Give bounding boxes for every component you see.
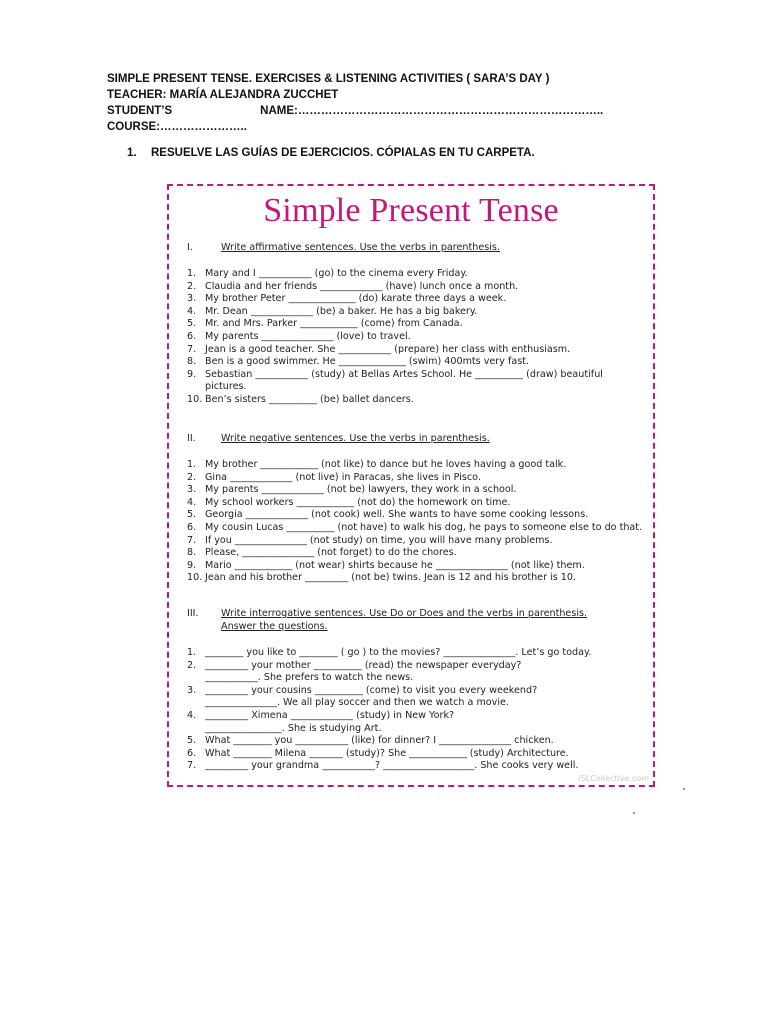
exercise-item: [187, 306, 647, 319]
exercise-item: [187, 710, 647, 723]
item-number: 6.: [187, 521, 197, 533]
watermark: iSLCollective.com: [578, 774, 649, 783]
item-number: 7.: [187, 534, 197, 546]
item-continuation: ___________. She prefers to watch the news.: [205, 672, 414, 684]
item-number: 6.: [187, 330, 197, 342]
item-number: 7.: [187, 760, 197, 772]
item-text: _________ your mother __________ (read) the newspaper everyday?: [205, 659, 522, 671]
item-number: 7.: [187, 343, 197, 355]
item-number: 10.: [187, 572, 203, 584]
section-heading: [187, 241, 647, 254]
item-text: Mario ____________ (not wear) shirts because he _______________ (not like) them.: [205, 559, 585, 571]
item-number: 3.: [187, 684, 197, 696]
section-heading: [187, 607, 647, 620]
section-interrogative: [187, 607, 647, 773]
item-number: 10.: [187, 393, 203, 405]
exercise-item: [187, 660, 647, 673]
worksheet-frame: [167, 184, 655, 787]
item-text: My school workers ____________ (not do) the homework on time.: [205, 496, 511, 508]
section-number: I.: [187, 242, 193, 253]
stray-mark: [683, 788, 685, 790]
exercise-item: [187, 560, 647, 573]
item-text: Jean and his brother _________ (not be) twins. Jean is 12 and his brother is 10.: [205, 572, 577, 584]
exercise-item: [187, 748, 647, 761]
instruction: [127, 147, 535, 159]
stray-mark: [633, 812, 635, 814]
exercise-item: [187, 547, 647, 560]
section-number: II.: [187, 433, 196, 444]
item-text: Ben’s sisters __________ (be) ballet dancers.: [205, 393, 414, 405]
item-text: Gina _____________ (not live) in Paracas, she lives in Pisco.: [205, 471, 481, 483]
item-number: 5.: [187, 509, 197, 521]
item-text: My parents _____________ (not be) lawyers, they work in a school.: [205, 484, 517, 496]
header-title: SIMPLE PRESENT TENSE. EXERCISES & LISTENING ACTIVITIES ( SARA’S DAY ): [107, 73, 550, 85]
item-text: Please, _______________ (not forget) to do the chores.: [205, 547, 457, 559]
item-number: 9.: [187, 559, 197, 571]
item-text: _________ Ximena _____________ (study) in New York?: [205, 709, 455, 721]
item-number: 6.: [187, 747, 197, 759]
item-number: 4.: [187, 496, 197, 508]
section-number: III.: [187, 608, 199, 619]
header-student: [107, 103, 707, 119]
item-text: Georgia _____________ (not cook) well. She wants to have some cooking lessons.: [205, 509, 589, 521]
item-number: 2.: [187, 280, 197, 292]
item-text: My parents _______________ (love) to travel.: [205, 330, 411, 342]
section-instruction: Write negative sentences. Use the verbs in parenthesis.: [221, 433, 490, 444]
exercise-item: [187, 685, 647, 698]
item-number: 3.: [187, 293, 197, 305]
item-continuation: pictures.: [205, 381, 247, 393]
instruction-number: 1.: [127, 147, 137, 159]
item-text: _________ your grandma ___________? ___________________. She cooks very well.: [205, 760, 579, 772]
section-instruction: Write affirmative sentences. Use the verbs in parenthesis.: [221, 242, 500, 253]
item-text: Jean is a good teacher. She ___________ (prepare) her class with enthusiasm.: [205, 343, 571, 355]
item-number: 3.: [187, 484, 197, 496]
document-header: [107, 71, 707, 135]
item-number: 8.: [187, 356, 197, 368]
item-number: 4.: [187, 709, 197, 721]
exercise-item: [187, 535, 647, 548]
name-label: NAME:……………………………………………………………………..: [260, 105, 604, 117]
item-text: What ________ Milena _______ (study)? She ____________ (study) Architecture.: [205, 747, 569, 759]
instruction-text: RESUELVE LAS GUÍAS DE EJERCICIOS. CÓPIALAS EN TU CARPETA.: [151, 147, 535, 159]
item-text: Mr. and Mrs. Parker ____________ (come) from Canada.: [205, 318, 463, 330]
item-text: Ben is a good swimmer. He ______________ (swim) 400mts very fast.: [205, 356, 530, 368]
item-number: 1.: [187, 647, 197, 658]
student-label: STUDENT’S: [107, 105, 173, 117]
item-text: Mary and I ___________ (go) to the cinema every Friday.: [205, 268, 468, 279]
section-heading: [187, 432, 647, 445]
exercise-item: [187, 459, 647, 472]
item-text: Mr. Dean _____________ (be) a baker. He has a big bakery.: [205, 305, 478, 317]
exercise-list: [187, 459, 647, 585]
exercise-item: [187, 344, 647, 357]
item-continuation: _______________. We all play soccer and then we watch a movie.: [205, 697, 509, 709]
exercise-item: [187, 268, 647, 281]
exercise-list: [187, 647, 647, 773]
section-negative: [187, 432, 647, 585]
header-course: COURSE:…………………..: [107, 121, 247, 133]
exercise-list: [187, 268, 647, 407]
item-text: Sebastian ___________ (study) at Bellas Artes School. He __________ (draw) beautiful: [205, 368, 603, 380]
item-number: 4.: [187, 305, 197, 317]
item-text: ________ you like to ________ ( go ) to the movies? _______________. Let’s go today.: [205, 647, 592, 658]
item-number: 1.: [187, 268, 197, 279]
exercise-item: [187, 572, 647, 585]
item-number: 2.: [187, 471, 197, 483]
item-text: Claudia and her friends _____________ (have) lunch once a month.: [205, 280, 519, 292]
item-text: My brother ____________ (not like) to dance but he loves having a good talk.: [205, 459, 567, 470]
section-instruction-2: Answer the questions.: [221, 621, 328, 632]
exercise-item: [187, 522, 647, 535]
exercise-item: [187, 647, 647, 660]
section-heading-line2: [187, 620, 647, 633]
exercise-item: [187, 318, 647, 331]
exercise-item: [187, 356, 647, 369]
item-number: 1.: [187, 459, 197, 470]
item-number: 5.: [187, 735, 197, 747]
item-text: If you _______________ (not study) on time, you will have many problems.: [205, 534, 553, 546]
item-text: My cousin Lucas __________ (not have) to walk his dog, he pays to someone else to do that.: [205, 521, 643, 533]
item-number: 9.: [187, 368, 197, 380]
exercise-item: [187, 484, 647, 497]
item-text: What ________ you ___________ (like) for dinner? I _______________ chicken.: [205, 735, 554, 747]
exercise-item: [187, 509, 647, 522]
item-number: 5.: [187, 318, 197, 330]
worksheet-title: Simple Present Tense: [263, 192, 559, 229]
exercise-item: [187, 331, 647, 344]
exercise-item: [187, 472, 647, 485]
exercise-item: [187, 281, 647, 294]
section-affirmative: [187, 241, 647, 407]
exercise-item: [187, 394, 647, 407]
item-text: My brother Peter ______________ (do) karate three days a week.: [205, 293, 507, 305]
item-number: 2.: [187, 659, 197, 671]
item-number: 8.: [187, 547, 197, 559]
exercise-item: [187, 293, 647, 306]
item-continuation: ________________. She is studying Art.: [205, 722, 382, 734]
exercise-item: [187, 369, 647, 382]
item-text: _________ your cousins __________ (come) to visit you every weekend?: [205, 684, 538, 696]
exercise-item: [187, 497, 647, 510]
exercise-item: [187, 735, 647, 748]
exercise-item: [187, 760, 647, 773]
header-teacher: TEACHER: MARÍA ALEJANDRA ZUCCHET: [107, 89, 339, 101]
section-instruction: Write interrogative sentences. Use Do or Does and the verbs in parenthesis.: [221, 608, 588, 619]
